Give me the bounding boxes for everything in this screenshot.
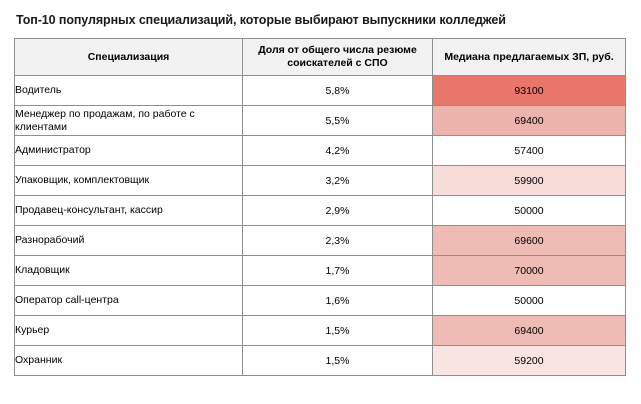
table-header-row [15,39,626,76]
table-header [15,39,626,76]
cell-salary: 59900 [433,166,626,196]
table-row [15,256,626,286]
cell-specialization: Охранник [15,346,243,376]
cell-specialization: Менеджер по продажам, по работе с клиентами [15,106,243,136]
cell-share: 2,3% [243,226,433,256]
page-title: Топ-10 популярных специализаций, которые выбирают выпускники колледжей [16,13,506,27]
cell-specialization: Продавец-консультант, кассир [15,196,243,226]
cell-specialization: Кладовщик [15,256,243,286]
cell-specialization: Оператор call-центра [15,286,243,316]
table-row [15,106,626,136]
table-row [15,286,626,316]
cell-specialization: Курьер [15,316,243,346]
cell-specialization: Разнорабочий [15,226,243,256]
table-row [15,196,626,226]
table-row [15,346,626,376]
column-header-share: Доля от общего числа резюме соискателей с СПО [243,39,433,76]
cell-specialization: Водитель [15,76,243,106]
cell-share: 1,6% [243,286,433,316]
table-row [15,136,626,166]
cell-share: 1,5% [243,316,433,346]
cell-salary: 69600 [433,226,626,256]
column-header-specialization: Специализация [15,39,243,76]
cell-share: 1,7% [243,256,433,286]
cell-salary: 70000 [433,256,626,286]
column-header-salary: Медиана предлагаемых ЗП, руб. [433,39,626,76]
table-row [15,316,626,346]
cell-salary: 69400 [433,106,626,136]
cell-share: 2,9% [243,196,433,226]
cell-share: 5,5% [243,106,433,136]
cell-salary: 57400 [433,136,626,166]
cell-salary: 69400 [433,316,626,346]
cell-salary: 50000 [433,286,626,316]
cell-share: 4,2% [243,136,433,166]
cell-salary: 93100 [433,76,626,106]
table-row [15,76,626,106]
cell-share: 5,8% [243,76,433,106]
cell-specialization: Администратор [15,136,243,166]
table-row [15,166,626,196]
cell-share: 3,2% [243,166,433,196]
cell-share: 1,5% [243,346,433,376]
specializations-table [14,38,626,376]
cell-specialization: Упаковщик, комплектовщик [15,166,243,196]
table-row [15,226,626,256]
cell-salary: 50000 [433,196,626,226]
table-body [15,76,626,376]
cell-salary: 59200 [433,346,626,376]
